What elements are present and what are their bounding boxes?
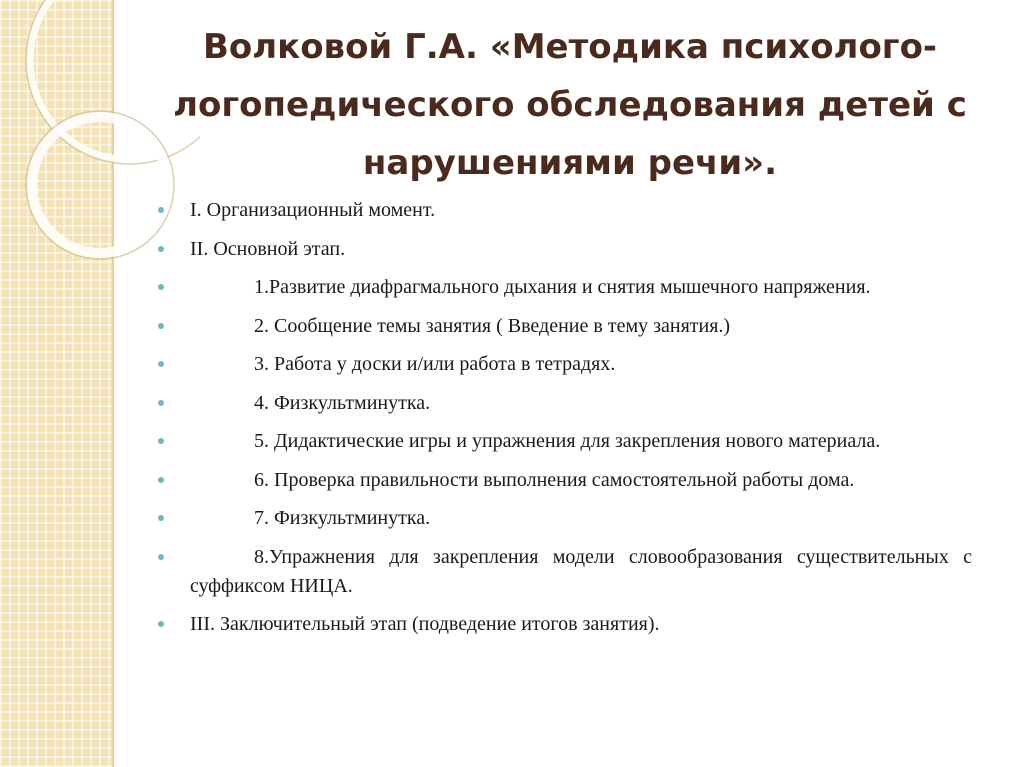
- bullet-icon: [158, 515, 164, 521]
- bullet-icon: [158, 400, 164, 406]
- list-item: [158, 389, 972, 418]
- list-item-text: 5. Дидактические игры и упражнения для закрепления нового материала.: [254, 430, 881, 452]
- bullet-icon: [158, 246, 164, 252]
- list-item-text: 3. Работа у доски и/или работа в тетрадях.: [254, 353, 616, 375]
- list-item: [158, 543, 972, 601]
- list-item-text: I. Организационный момент.: [190, 199, 436, 221]
- bullet-icon: [158, 554, 164, 560]
- list-item: [158, 312, 972, 341]
- list-item: [158, 235, 972, 264]
- bullet-icon: [158, 361, 164, 367]
- bullet-icon: [158, 323, 164, 329]
- bullet-icon: [158, 477, 164, 483]
- list-item: [158, 350, 972, 379]
- list-item: [158, 610, 972, 639]
- bullet-icon: [158, 438, 164, 444]
- page-title: Волковой Г.А. «Методика психолого-логопедического обследования детей с нарушениями речи».: [173, 27, 967, 183]
- agenda-list: [158, 196, 972, 649]
- list-item-text: 4. Физкультминутка.: [254, 391, 431, 414]
- list-item-text: 8.Упражнения для закрепления модели словообразования существительных с суффиксом НИЦА.: [190, 545, 972, 597]
- list-item-text: 2. Сообщение темы занятия ( Введение в тему занятия.): [254, 314, 731, 337]
- list-item: [158, 196, 972, 225]
- list-item-text: III. Заключительный этап (подведение итогов занятия).: [190, 613, 660, 635]
- list-item-text: 6. Проверка правильности выполнения самостоятельной работы дома.: [254, 468, 855, 491]
- list-item: [158, 273, 972, 302]
- ring-small: [32, 117, 168, 253]
- list-item: [158, 427, 972, 456]
- list-item-text: 1.Развитие диафрагмального дыхания и снятия мышечного напряжения.: [254, 276, 871, 298]
- list-item: [158, 466, 972, 495]
- list-item-text: 7. Физкультминутка.: [254, 507, 431, 529]
- bullet-icon: [158, 621, 164, 627]
- list-item: [158, 504, 972, 533]
- list-item-text: II. Основной этап.: [190, 237, 346, 260]
- bullet-icon: [158, 284, 164, 290]
- bullet-icon: [158, 207, 164, 213]
